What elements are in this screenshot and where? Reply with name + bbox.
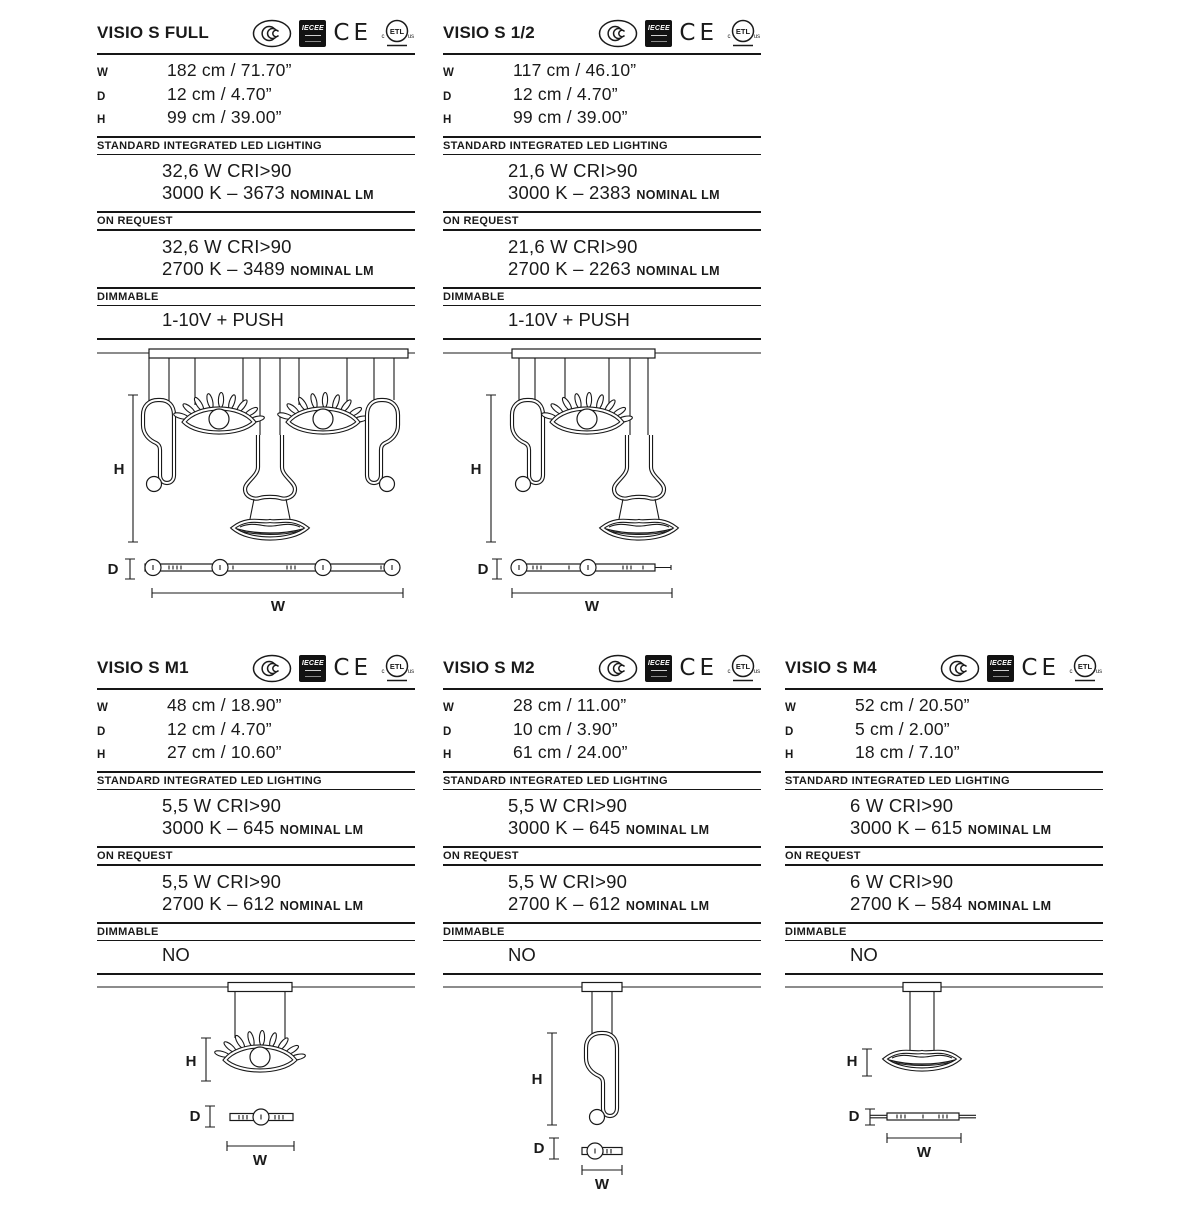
on-request-spec — [785, 866, 1103, 922]
ccc-mark-icon — [252, 654, 292, 683]
dimension-row-height: H 99 cm / 39.00” — [97, 107, 282, 128]
dimensions-table — [443, 690, 761, 771]
eye-element — [214, 1031, 306, 1071]
dimension-row-width: W 28 cm / 11.00” — [443, 695, 627, 715]
squiggle-element-right — [367, 400, 398, 492]
section-header-dimmable: DIMMABLE — [97, 290, 159, 303]
spec-power: 5,5 W CRI>90 — [162, 870, 282, 892]
technical-drawing-visio-s-m4 — [785, 980, 1103, 1170]
dimmable-value: NO — [162, 944, 190, 966]
dim-label-d: D — [189, 1108, 201, 1126]
dim-label-d: D — [848, 1108, 860, 1126]
dimension-row-height: H 27 cm / 10.60” — [97, 742, 282, 763]
dimension-row-height: H 61 cm / 24.00” — [443, 742, 628, 763]
spec-output: 3000 K – 645 NOMINAL LM — [508, 817, 710, 839]
section-header-standard-led: STANDARD INTEGRATED LED LIGHTING — [785, 774, 1010, 787]
section-header-dimmable: DIMMABLE — [97, 925, 159, 938]
card-header — [443, 15, 761, 53]
ce-mark-icon: CE — [1021, 655, 1060, 681]
etl-mark-icon — [379, 18, 415, 48]
product-card-visio-s-m1 — [97, 650, 415, 1200]
etl-mark-icon — [725, 653, 761, 683]
eye-element-left — [173, 393, 265, 433]
ce-mark-icon: CE — [333, 20, 372, 46]
standard-led-spec — [97, 790, 415, 846]
standard-led-spec — [443, 155, 761, 211]
product-title: VISIO S M4 — [785, 658, 877, 677]
dim-label-h: H — [846, 1053, 858, 1071]
dim-label-h: H — [113, 461, 125, 479]
nose-element — [614, 435, 664, 519]
dim-label-h: H — [531, 1071, 543, 1089]
spec-output: 2700 K – 2263 NOMINAL LM — [508, 257, 720, 279]
divider — [785, 973, 1103, 975]
iecee-mark-icon: IECEE — [299, 655, 326, 682]
dim-label-w: W — [584, 598, 600, 616]
ce-mark-icon: CE — [679, 20, 718, 46]
iecee-mark-icon: IECEE — [645, 20, 672, 47]
divider — [97, 338, 415, 340]
dim-label-h: H — [185, 1053, 197, 1071]
etl-mark-icon — [379, 653, 415, 683]
dimensions-table — [97, 690, 415, 771]
product-card-visio-s-m4 — [785, 650, 1103, 1170]
product-title: VISIO S FULL — [97, 23, 209, 42]
spec-output: 2700 K – 612 NOMINAL LM — [162, 892, 364, 914]
svg-text:us: us — [753, 669, 761, 675]
section-header-dimmable: DIMMABLE — [443, 290, 505, 303]
divider — [97, 973, 415, 975]
top-view — [511, 560, 671, 576]
dimension-row-depth: D 12 cm / 4.70” — [97, 718, 272, 739]
spec-output: 3000 K – 615 NOMINAL LM — [850, 817, 1052, 839]
spec-output: 2700 K – 584 NOMINAL LM — [850, 892, 1052, 914]
eye-element-right — [277, 393, 369, 433]
dimension-row-width: W 48 cm / 18.90” — [97, 695, 282, 715]
spec-power: 32,6 W CRI>90 — [162, 235, 292, 257]
product-title: VISIO S M2 — [443, 658, 535, 677]
lips-element — [885, 1052, 959, 1070]
svg-text:us: us — [753, 34, 761, 40]
dimension-row-width: W 52 cm / 20.50” — [785, 695, 970, 715]
certification-marks — [252, 650, 415, 683]
on-request-spec — [443, 231, 761, 287]
spec-power: 21,6 W CRI>90 — [508, 235, 638, 257]
section-header-standard-led: STANDARD INTEGRATED LED LIGHTING — [443, 774, 668, 787]
ccc-mark-icon — [598, 654, 638, 683]
svg-text:c: c — [727, 669, 731, 675]
ccc-mark-icon — [252, 19, 292, 48]
card-header — [443, 650, 761, 688]
dim-label-h: H — [470, 461, 482, 479]
certification-marks — [252, 15, 415, 48]
spec-power: 6 W CRI>90 — [850, 795, 954, 817]
squiggle-element — [586, 1033, 617, 1125]
spec-output: 2700 K – 612 NOMINAL LM — [508, 892, 710, 914]
spec-power: 5,5 W CRI>90 — [508, 795, 628, 817]
squiggle-element-left — [143, 400, 174, 492]
dimmable-value: NO — [850, 944, 878, 966]
ce-mark-icon: CE — [679, 655, 718, 681]
svg-text:ETL: ETL — [389, 661, 405, 671]
svg-text:ETL: ETL — [1077, 661, 1093, 671]
dimmable-value: 1-10V + PUSH — [508, 309, 630, 331]
dimension-row-depth: D 5 cm / 2.00” — [785, 718, 950, 739]
spec-power: 6 W CRI>90 — [850, 870, 954, 892]
on-request-spec — [443, 866, 761, 922]
iecee-mark-icon: IECEE — [987, 655, 1014, 682]
section-header-standard-led: STANDARD INTEGRATED LED LIGHTING — [97, 774, 322, 787]
section-header-on-request: ON REQUEST — [97, 215, 173, 228]
section-header-dimmable: DIMMABLE — [443, 925, 505, 938]
eye-element — [541, 393, 633, 433]
spec-power: 5,5 W CRI>90 — [162, 795, 282, 817]
on-request-spec — [97, 231, 415, 287]
section-header-on-request: ON REQUEST — [97, 850, 173, 863]
dim-label-w: W — [252, 1152, 268, 1170]
technical-drawing-visio-s-m2 — [443, 980, 761, 1210]
svg-text:us: us — [407, 34, 415, 40]
section-header-dimmable: DIMMABLE — [785, 925, 847, 938]
ccc-mark-icon — [940, 654, 980, 683]
section-header-on-request: ON REQUEST — [785, 850, 861, 863]
etl-mark-icon — [725, 18, 761, 48]
dimmable-value: NO — [508, 944, 536, 966]
dimension-row-depth: D 12 cm / 4.70” — [97, 83, 272, 104]
product-card-visio-s-half — [443, 15, 761, 617]
dim-label-d: D — [107, 561, 119, 579]
top-view — [870, 1113, 976, 1120]
svg-text:us: us — [407, 669, 415, 675]
technical-drawing-visio-s-m1 — [97, 980, 415, 1200]
dimensions-table — [97, 55, 415, 136]
top-view — [230, 1109, 293, 1125]
spec-power: 5,5 W CRI>90 — [508, 870, 628, 892]
svg-text:ETL: ETL — [735, 661, 751, 671]
spec-output: 3000 K – 3673 NOMINAL LM — [162, 182, 374, 204]
product-title: VISIO S M1 — [97, 658, 189, 677]
etl-mark-icon — [1067, 653, 1103, 683]
product-card-visio-s-m2 — [443, 650, 761, 1210]
top-view — [582, 1143, 622, 1159]
dimension-row-height: H 99 cm / 39.00” — [443, 107, 628, 128]
standard-led-spec — [443, 790, 761, 846]
standard-led-spec — [97, 155, 415, 211]
top-view — [145, 560, 400, 576]
iecee-mark-icon: IECEE — [299, 20, 326, 47]
product-card-visio-s-full — [97, 15, 415, 617]
dim-label-w: W — [270, 598, 286, 616]
svg-text:c: c — [381, 34, 385, 40]
dim-label-d: D — [533, 1140, 545, 1158]
divider — [443, 338, 761, 340]
dimensions-table — [443, 55, 761, 136]
iecee-mark-icon: IECEE — [645, 655, 672, 682]
svg-text:ETL: ETL — [389, 26, 405, 36]
dim-label-w: W — [594, 1176, 610, 1194]
svg-text:us: us — [1095, 669, 1103, 675]
technical-drawing-visio-s-full — [97, 345, 415, 617]
dimension-row-width: W 117 cm / 46.10” — [443, 60, 637, 80]
spec-output: 2700 K – 3489 NOMINAL LM — [162, 257, 374, 279]
svg-text:ETL: ETL — [735, 26, 751, 36]
card-header — [785, 650, 1103, 688]
lips-element — [233, 521, 307, 539]
on-request-spec — [97, 866, 415, 922]
spec-power: 21,6 W CRI>90 — [508, 160, 638, 182]
section-header-on-request: ON REQUEST — [443, 850, 519, 863]
spec-power: 32,6 W CRI>90 — [162, 160, 292, 182]
dimension-row-width: W 182 cm / 71.70” — [97, 60, 292, 80]
dimension-row-depth: D 10 cm / 3.90” — [443, 718, 618, 739]
squiggle-element — [512, 400, 543, 492]
dimmable-value: 1-10V + PUSH — [162, 309, 284, 331]
certification-marks — [598, 15, 761, 48]
svg-text:c: c — [1069, 669, 1073, 675]
spec-output: 3000 K – 2383 NOMINAL LM — [508, 182, 720, 204]
dim-label-w: W — [916, 1144, 932, 1162]
ccc-mark-icon — [598, 19, 638, 48]
certification-marks — [598, 650, 761, 683]
dimension-row-height: H 18 cm / 7.10” — [785, 742, 960, 763]
section-header-on-request: ON REQUEST — [443, 215, 519, 228]
svg-text:c: c — [381, 669, 385, 675]
spec-output: 3000 K – 645 NOMINAL LM — [162, 817, 364, 839]
section-header-standard-led: STANDARD INTEGRATED LED LIGHTING — [443, 139, 668, 152]
section-header-standard-led: STANDARD INTEGRATED LED LIGHTING — [97, 139, 322, 152]
nose-element — [245, 435, 295, 519]
dimensions-table — [785, 690, 1103, 771]
technical-drawing-visio-s-half — [443, 345, 761, 617]
lips-element — [602, 521, 676, 539]
card-header — [97, 650, 415, 688]
dimension-row-depth: D 12 cm / 4.70” — [443, 83, 618, 104]
standard-led-spec — [785, 790, 1103, 846]
svg-text:c: c — [727, 34, 731, 40]
divider — [443, 973, 761, 975]
certification-marks — [940, 650, 1103, 683]
card-header — [97, 15, 415, 53]
product-title: VISIO S 1/2 — [443, 23, 535, 42]
dim-label-d: D — [477, 561, 489, 579]
ce-mark-icon: CE — [333, 655, 372, 681]
